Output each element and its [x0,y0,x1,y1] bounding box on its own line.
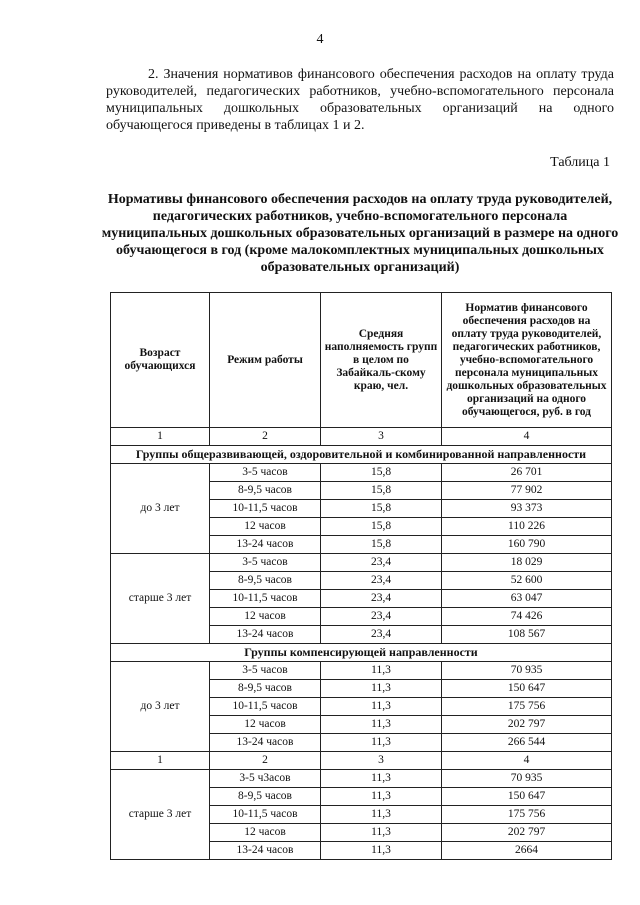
column-number: 2 [210,428,321,446]
fill-cell: 11,3 [321,770,442,788]
norm-cell: 52 600 [442,572,612,590]
fill-cell: 11,3 [321,680,442,698]
norms-table [110,292,612,860]
fill-cell: 11,3 [321,662,442,680]
fill-cell: 11,3 [321,824,442,842]
header-fill: Средняя наполняемость групп в целом по Забайкаль-скому краю, чел. [321,293,442,428]
mode-cell: 10-11,5 часов [210,500,321,518]
mode-cell: 13-24 часов [210,536,321,554]
section-title: Группы компенсирующей направленности [111,644,612,662]
table-row [111,770,612,788]
mode-cell: 8-9,5 часов [210,788,321,806]
norm-cell: 70 935 [442,662,612,680]
fill-cell: 23,4 [321,554,442,572]
column-numbers-row [111,752,612,770]
header-mode: Режим работы [210,293,321,428]
age-cell: старше 3 лет [111,554,210,644]
norm-cell: 77 902 [442,482,612,500]
norm-cell: 63 047 [442,590,612,608]
norm-cell: 108 567 [442,626,612,644]
fill-cell: 15,8 [321,464,442,482]
norm-cell: 175 756 [442,698,612,716]
norm-cell: 160 790 [442,536,612,554]
table-heading: Нормативы финансового обеспечения расходов на оплату труда руководителей, педагогических работников, учебно-вспомогательного персонала муниципальных дошкольных образовательных организаций в размере на одного обучающегося в год (кроме малокомплектных муниципальных дошкольных образовательных организаций) [101,192,619,275]
column-numbers-row [111,428,612,446]
fill-cell: 11,3 [321,842,442,860]
fill-cell: 23,4 [321,590,442,608]
mode-cell: 10-11,5 часов [210,698,321,716]
fill-cell: 11,3 [321,698,442,716]
column-number: 4 [442,752,612,770]
mode-cell: 8-9,5 часов [210,680,321,698]
norm-cell: 70 935 [442,770,612,788]
mode-cell: 8-9,5 часов [210,482,321,500]
section-row [111,446,612,464]
fill-cell: 23,4 [321,626,442,644]
norm-cell: 266 544 [442,734,612,752]
age-cell: старше 3 лет [111,770,210,860]
fill-cell: 23,4 [321,572,442,590]
column-number: 1 [111,428,210,446]
header-norm: Норматив финансового обеспечения расходов на оплату труда руководителей, педагогических работников, учебно-вспомогательного персонала муниципальных дошкольных образовательных организаций на одного обучающегося, руб. в год [442,293,612,428]
norm-cell: 74 426 [442,608,612,626]
mode-cell: 13-24 часов [210,842,321,860]
norm-cell: 175 756 [442,806,612,824]
page-number: 4 [316,32,324,47]
norm-cell: 93 373 [442,500,612,518]
fill-cell: 15,8 [321,518,442,536]
table-header-row [111,293,612,428]
mode-cell: 10-11,5 часов [210,806,321,824]
column-number: 2 [210,752,321,770]
mode-cell: 3-5 часов [210,464,321,482]
column-number: 3 [321,752,442,770]
table-row [111,464,612,482]
fill-cell: 15,8 [321,500,442,518]
mode-cell: 3-5 часов [210,554,321,572]
table-caption: Таблица 1 [550,155,610,170]
mode-cell: 13-24 часов [210,734,321,752]
intro-paragraph: 2. Значения нормативов финансового обеспечения расходов на оплату труда руководителей, педагогических работников, учебно-вспомогательного персонала муниципальных дошкольных образовательных организаций на одного обучающегося приведены в таблицах 1 и 2. [106,67,614,133]
mode-cell: 12 часов [210,716,321,734]
column-number: 3 [321,428,442,446]
mode-cell: 12 часов [210,518,321,536]
norm-cell: 150 647 [442,788,612,806]
fill-cell: 15,8 [321,482,442,500]
section-title: Группы общеразвивающей, оздоровительной и комбинированной направленности [111,446,612,464]
table-row [111,662,612,680]
norm-cell: 2664 [442,842,612,860]
mode-cell: 3-5 часов [210,662,321,680]
header-age: Возраст обучающихся [111,293,210,428]
column-number: 1 [111,752,210,770]
mode-cell: 10-11,5 часов [210,590,321,608]
norm-cell: 202 797 [442,716,612,734]
norm-cell: 26 701 [442,464,612,482]
mode-cell: 8-9,5 часов [210,572,321,590]
age-cell: до 3 лет [111,662,210,752]
fill-cell: 11,3 [321,788,442,806]
norm-cell: 18 029 [442,554,612,572]
mode-cell: 12 часов [210,608,321,626]
column-number: 4 [442,428,612,446]
norm-cell: 150 647 [442,680,612,698]
age-cell: до 3 лет [111,464,210,554]
fill-cell: 11,3 [321,734,442,752]
fill-cell: 23,4 [321,608,442,626]
mode-cell: 3-5 ч3асов [210,770,321,788]
table-row [111,554,612,572]
mode-cell: 12 часов [210,824,321,842]
fill-cell: 15,8 [321,536,442,554]
fill-cell: 11,3 [321,716,442,734]
mode-cell: 13-24 часов [210,626,321,644]
norm-cell: 202 797 [442,824,612,842]
section-row [111,644,612,662]
fill-cell: 11,3 [321,806,442,824]
norm-cell: 110 226 [442,518,612,536]
